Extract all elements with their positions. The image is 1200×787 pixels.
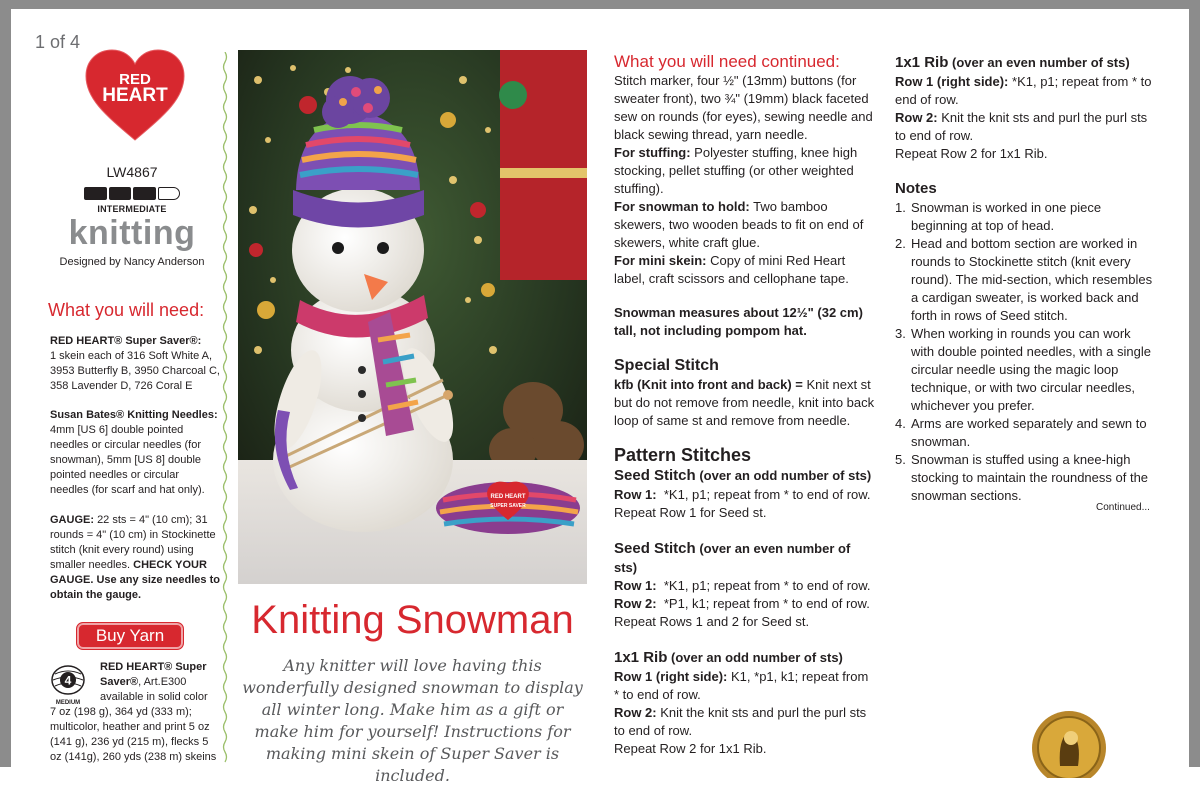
note-item	[895, 199, 1157, 235]
stuffing-text: Polyester stuffing, knee high stocking, pellet stuffing (or other weighted stuffing).	[614, 145, 858, 196]
special-stitch-label: kfb (Knit into front and back) =	[614, 377, 803, 392]
skill-segment	[133, 187, 156, 200]
rib-odd-sub: (over an odd number of sts)	[670, 650, 843, 665]
hold-line	[614, 198, 876, 252]
special-stitch-line	[614, 376, 876, 430]
seed-odd-row1	[614, 486, 876, 504]
pattern-intro: Any knitter will love having this wonderfully designed snowman to display all winter long. Make him as a gift or make him for yourself! Instructions for making mini skein of Super Saver is included.	[242, 656, 583, 785]
gauge-text: 22 sts = 4" (10 cm); 31 rounds = 4" (10 cm) in Stockinette stitch (knit every round) using smaller needles.	[50, 514, 216, 571]
note-number: 1.	[895, 200, 906, 215]
hold-text: Two bamboo skewers, two wooden beads to fit on end of skewers, white craft glue.	[614, 199, 864, 250]
red-heart-logo	[84, 48, 186, 142]
seed-even-row2-label: Row 2:	[614, 596, 657, 611]
seed-even-row2	[614, 595, 876, 613]
seed-even-heading: Seed Stitch	[614, 540, 696, 557]
continued-note: Continued...	[1096, 502, 1150, 513]
seed-odd-row1-text: *K1, p1; repeat from * to end of row.	[663, 487, 871, 502]
gauge-check: CHECK YOUR GAUGE. Use any size needles to obtain the gauge.	[50, 559, 220, 601]
yarn-weight-icon	[50, 664, 86, 706]
seed-even-heading-line	[614, 539, 876, 577]
stuffing-label: For stuffing:	[614, 145, 691, 160]
materials-yarn-text: 1 skein each of 316 Soft White A, 3953 Butterfly B, 3950 Charcoal C, 358 Lavender D, 726 Coral E	[50, 350, 220, 392]
pattern-title: Knitting Snowman	[251, 598, 574, 642]
rib-even-row1-label: Row 1 (right side):	[895, 74, 1009, 89]
page-counter: 1 of 4	[35, 32, 81, 52]
pattern-number: LW4867	[106, 164, 158, 180]
craft-type: knitting	[68, 214, 196, 252]
logo-text-line1: RED	[119, 71, 151, 88]
rib-odd-repeat: Repeat Row 2 for 1x1 Rib.	[614, 741, 767, 756]
gauge-block	[50, 513, 220, 603]
rib-odd-row2-text: Knit the knit sts and purl the purl sts to end of row.	[614, 705, 867, 738]
materials-heading: What you will need:	[48, 300, 205, 320]
right-column	[895, 53, 1157, 505]
yarn-info-text: , Art.E300 available in solid color	[100, 676, 208, 703]
materials-yarn-label: RED HEART® Super Saver®:	[50, 335, 202, 347]
viewer-frame-top	[0, 0, 1200, 9]
snowman-measurement: Snowman measures about 12½" (32 cm) tall, not including pompom hat.	[614, 305, 863, 338]
skill-segment	[109, 187, 132, 200]
rib-odd-row2	[614, 704, 876, 740]
materials-continued-text: Stitch marker, four ½" (13mm) buttons (for sweater front), two ¾" (19mm) black faceted sew on rounds (for eyes), sewing needle and black sewing thread, yarn needle.	[614, 73, 873, 142]
materials-needles-text: 4mm [US 6] double pointed needles or circular needles (for snowman), 5mm [US 8] double pointed needles or circular needles (for scarf and hat only).	[50, 424, 205, 496]
skill-level-bar	[84, 187, 180, 199]
viewer-frame-left	[0, 0, 11, 767]
middle-column	[614, 52, 876, 758]
rib-even-row2	[895, 109, 1157, 145]
buy-yarn-button[interactable]: Buy Yarn	[76, 622, 184, 650]
materials-continued-heading: What you will need continued:	[614, 52, 840, 71]
yarn-weight-label: MEDIUM	[55, 700, 81, 706]
rib-odd-row1-text: K1, *p1, k1; repeat from * to end of row.	[614, 669, 869, 702]
award-seal-icon	[1030, 708, 1108, 778]
rib-even-row1	[895, 73, 1157, 109]
rib-odd-heading-line	[614, 648, 876, 668]
seed-odd-repeat: Repeat Row 1 for Seed st.	[614, 505, 767, 520]
note-text: Snowman is worked in one piece beginning at top of head.	[911, 200, 1102, 233]
seed-odd-row1-label: Row 1:	[614, 487, 657, 502]
seed-even-row1	[614, 577, 876, 595]
skill-level-label: INTERMEDIATE	[97, 204, 167, 214]
mini-skein-text: Copy of mini Red Heart label, craft scissors and cellophane tape.	[614, 253, 849, 286]
note-item	[895, 325, 1157, 415]
snowman-photo	[238, 50, 587, 584]
rib-even-row2-label: Row 2:	[895, 110, 938, 125]
seed-odd-heading: Seed Stitch	[614, 467, 696, 484]
note-text: Snowman is stuffed using a knee-high stocking to maintain the roundness of the snowman sections.	[911, 452, 1149, 503]
note-item	[895, 235, 1157, 325]
mini-skein-label-line2: SUPER SAVER	[490, 503, 526, 509]
note-text: Arms are worked separately and sewn to snowman.	[911, 416, 1147, 449]
pattern-stitches-heading: Pattern Stitches	[614, 445, 752, 465]
column-divider	[222, 52, 228, 767]
logo-text-line2: HEART	[102, 85, 168, 106]
hold-label: For snowman to hold:	[614, 199, 750, 214]
seed-odd-sub: (over an odd number of sts)	[699, 468, 872, 483]
gauge-label: GAUGE:	[50, 514, 94, 526]
designer-credit: Designed by Nancy Anderson	[59, 256, 205, 268]
skill-segment	[158, 187, 181, 200]
yarn-weight-number: 4	[64, 673, 72, 688]
note-number: 4.	[895, 416, 906, 431]
materials-needles-label: Susan Bates® Knitting Needles:	[50, 409, 218, 421]
materials-needles	[50, 408, 220, 498]
rib-even-repeat: Repeat Row 2 for 1x1 Rib.	[895, 146, 1048, 161]
materials-yarn	[50, 334, 220, 394]
mini-skein-line	[614, 252, 876, 288]
viewer-frame-right	[1189, 0, 1200, 767]
seed-odd-heading-line	[614, 466, 876, 486]
note-number: 2.	[895, 236, 906, 251]
mini-skein-label-line1: RED HEART	[490, 494, 526, 500]
rib-odd-row1-label: Row 1 (right side):	[614, 669, 728, 684]
seed-even-row1-label: Row 1:	[614, 578, 657, 593]
seed-even-sub: (over an even number of sts)	[614, 541, 851, 575]
special-stitch-text: Knit next st but do not remove from needle, knit into back loop of same st and remove from needle.	[614, 377, 875, 428]
note-number: 3.	[895, 326, 906, 341]
notes-heading: Notes	[895, 180, 937, 197]
rib-even-row2-text: Knit the knit sts and purl the purl sts to end of row.	[895, 110, 1148, 143]
note-text: Head and bottom section are worked in rounds to Stockinette stitch (knit every round). The mid-section, which resembles a cardigan sweater, is worked back and forth in rows of Seed stitch.	[911, 236, 1153, 323]
note-number: 5.	[895, 452, 906, 467]
rib-odd-row1	[614, 668, 876, 704]
yarn-info-sizes: 7 oz (198 g), 364 yd (333 m); multicolor, heather and print 5 oz (141 g), 236 yd (215 m), flecks 5 oz (141g), 260 yds (238 m) skeins	[50, 706, 217, 763]
note-text: When working in rounds you can work with double pointed needles, with a single circular needle using the magic loop technique, or with two circular needles, whichever you prefer.	[911, 326, 1151, 413]
stuffing-line	[614, 144, 876, 198]
seed-even-row2-text: *P1, k1; repeat from * to end of row.	[663, 596, 870, 611]
yarn-info	[100, 660, 222, 705]
rib-odd-heading: 1x1 Rib	[614, 649, 668, 666]
rib-odd-row2-label: Row 2:	[614, 705, 657, 720]
seed-even-repeat: Repeat Rows 1 and 2 for Seed st.	[614, 614, 810, 629]
rib-even-sub: (over an even number of sts)	[951, 55, 1130, 70]
note-item	[895, 451, 1157, 505]
rib-even-heading-line	[895, 53, 1157, 73]
yarn-info-name: RED HEART® Super Saver®	[100, 661, 207, 688]
seed-even-row1-text: *K1, p1; repeat from * to end of row.	[663, 578, 871, 593]
special-stitch-heading: Special Stitch	[614, 357, 719, 374]
note-item	[895, 415, 1157, 451]
rib-even-heading: 1x1 Rib	[895, 54, 949, 71]
notes-list	[895, 199, 1157, 505]
skill-segment	[84, 187, 107, 200]
rib-even-row1-text: *K1, p1; repeat from * to end of row.	[895, 74, 1152, 107]
mini-skein-label: For mini skein:	[614, 253, 707, 268]
